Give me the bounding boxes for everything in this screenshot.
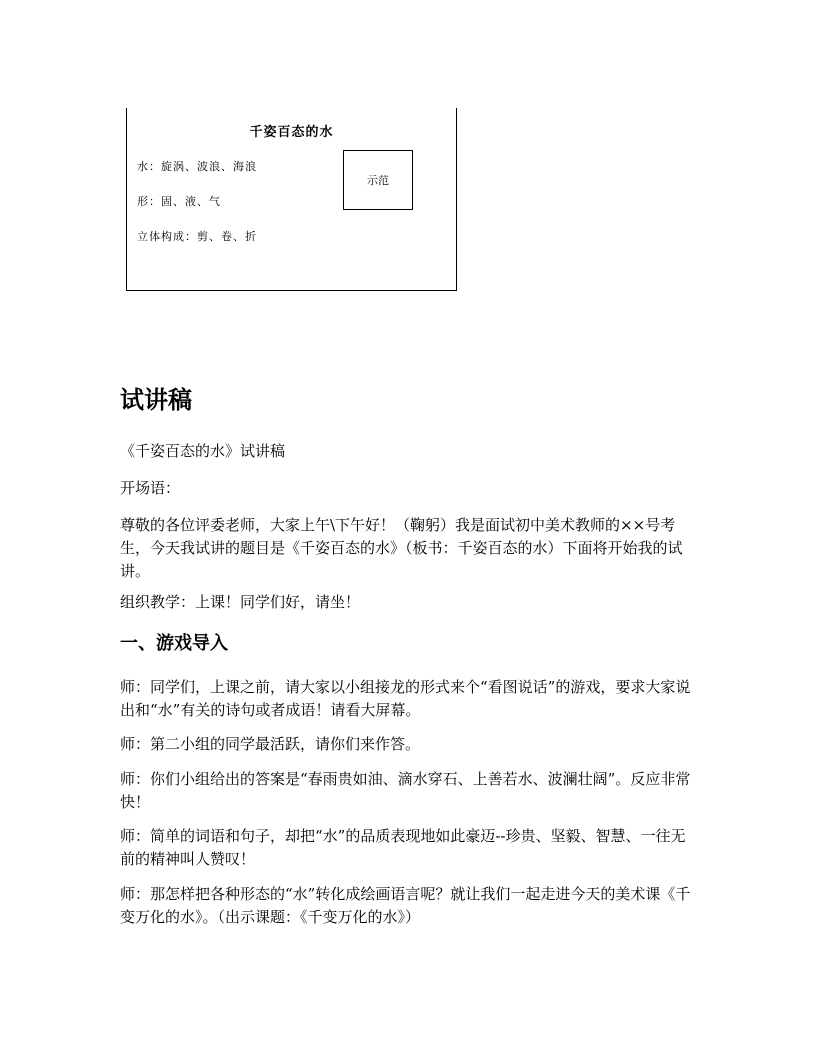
board-title: 千姿百态的水	[249, 125, 334, 140]
para-3-block	[120, 768, 700, 814]
paragraph: 师：简单的词语和句子，却把“水”的品质表现地如此豪迈--珍贵、坚毅、智慧、一往无前的精神叫人赞叹！	[120, 827, 686, 868]
organize-text: 组织教学：上课！同学们好，请坐！	[120, 593, 361, 611]
opening-label: 开场语：	[120, 479, 181, 497]
organize-block	[120, 591, 700, 614]
opening-text-block	[120, 514, 700, 583]
paragraph: 师：第二小组的同学最活跃，请你们来作答。	[120, 735, 421, 753]
paragraph: 师：你们小组给出的答案是“春雨贵如油、滴水穿石、上善若水、波澜壮阔”。反应非常快！	[120, 770, 691, 811]
opening-text: 尊敬的各位评委老师，大家上午\下午好！（鞠躬）我是面试初中美术教师的××号考生，今天我试讲的题目是《千姿百态的水》（板书：千姿百态的水）下面将开始我的试讲。	[120, 516, 683, 580]
demo-label: 示范	[367, 174, 389, 187]
section-heading-block	[120, 632, 700, 655]
para-4-block	[120, 825, 700, 871]
paragraph: 师：那怎样把各种形态的“水”转化成绘画语言呢？就让我们一起走进今天的美术课《千变万化的水》。（出示课题：《千变万化的水》）	[120, 885, 691, 926]
board-line-shape: 形：固、液、气	[137, 195, 221, 208]
page-title: 试讲稿	[120, 385, 192, 414]
demo-box	[343, 150, 413, 210]
subtitle: 《千姿百态的水》试讲稿	[120, 442, 286, 460]
para-5-block	[120, 883, 700, 929]
document-body	[120, 384, 700, 415]
section-heading: 一、游戏导入	[120, 633, 228, 654]
blackboard-design	[126, 108, 457, 291]
para-2-block	[120, 733, 700, 756]
paragraph: 师：同学们，上课之前，请大家以小组接龙的形式来个“看图说话”的游戏，要求大家说出和“水”有关的诗句或者成语！请看大屏幕。	[120, 678, 691, 719]
board-line-composition: 立体构成：剪、卷、折	[137, 230, 257, 243]
para-1-block	[120, 676, 700, 722]
opening-label-block	[120, 477, 700, 500]
subtitle-block	[120, 440, 700, 463]
board-line-water: 水：旋涡、波浪、海浪	[137, 160, 257, 173]
